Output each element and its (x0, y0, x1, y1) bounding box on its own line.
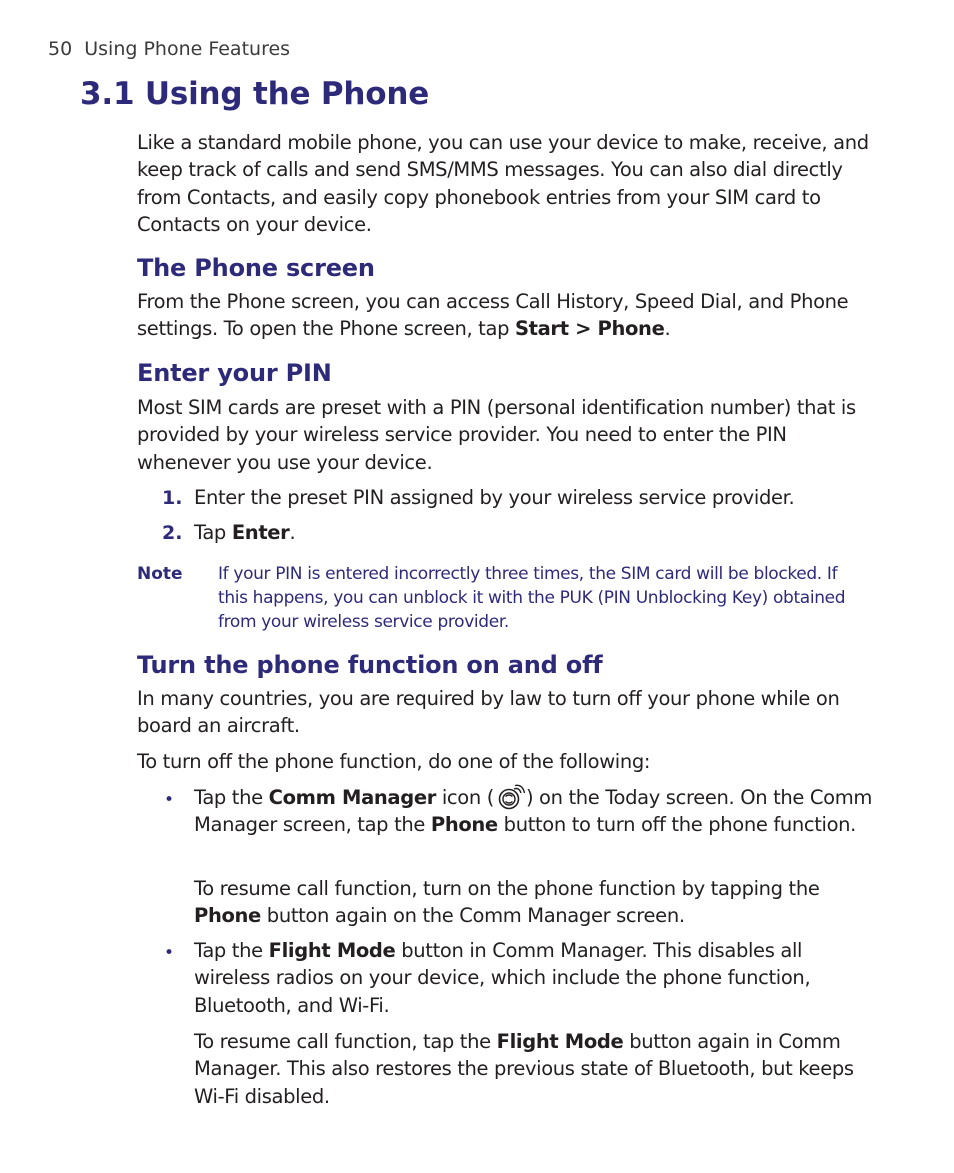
bullet-text: ) on the Today screen. On the Comm Manager screen, tap the (194, 786, 873, 837)
turn-off-instruction: To turn off the phone function, do one of the following: (137, 750, 651, 773)
turn-phone-heading: Turn the phone function on and off (137, 651, 603, 679)
bullet-text: button in Comm Manager. This disables all wireless radios on your device, which include the phone function, Bluetooth, and Wi-Fi. (194, 939, 811, 1017)
comm-manager-label: Comm Manager (268, 786, 436, 809)
intro-paragraph: Like a standard mobile phone, you can use your device to make, receive, and keep track of calls and send SMS/MMS messages. You can also dial directly from Contacts, and easily copy phonebook entries from your SIM card to Contacts on your device. (137, 131, 869, 236)
note-text: If your PIN is entered incorrectly three times, the SIM card will be blocked. If this happens, you can unblock it with the PUK (PIN Unblocking Key) obtained from your wireless service provider. (218, 564, 846, 632)
bullet-text: button to turn off the phone function. (497, 813, 857, 837)
resume-text: button again on the Comm Manager screen. (260, 904, 685, 928)
bullet-flight-mode (194, 937, 874, 1019)
note-label: Note (137, 564, 183, 584)
bullet-text: icon ( (435, 786, 494, 809)
step-text-part: . (289, 521, 296, 544)
resume-text: button again in Comm Manager. This also restores the previous state of Bluetooth, but keeps Wi-Fi disabled. (194, 1030, 854, 1108)
phone-screen-paragraph (137, 288, 877, 343)
step-text-part: Tap (194, 521, 232, 544)
running-header (48, 38, 290, 60)
enter-label: Enter (231, 521, 290, 544)
bullet-text: Tap the (194, 786, 269, 809)
page-number: 50 (48, 38, 73, 60)
phone-label: Phone (194, 904, 261, 928)
step-number: 1. (162, 487, 183, 509)
enter-pin-heading: Enter your PIN (137, 359, 332, 387)
resume-paragraph (194, 875, 874, 930)
phone-screen-heading: The Phone screen (137, 254, 375, 282)
step-number: 2. (162, 522, 183, 544)
resume-paragraph (194, 1028, 874, 1110)
enter-pin-paragraph: Most SIM cards are preset with a PIN (personal identification number) that is provided by your wireless service provider. You need to enter the PIN whenever you use your device. (137, 396, 856, 474)
turn-phone-paragraph: In many countries, you are required by law to turn off your phone while on board an aircraft. (137, 687, 840, 738)
phone-screen-text: From the Phone screen, you can access Call History, Speed Dial, and Phone settings. To open the Phone screen, tap (137, 290, 849, 341)
flight-mode-label: Flight Mode (496, 1030, 624, 1053)
bullet: • (164, 790, 175, 810)
flight-mode-label: Flight Mode (268, 939, 396, 962)
bullet-comm-manager (194, 784, 874, 839)
resume-text: To resume call function, tap the (194, 1030, 497, 1053)
start-phone-path: Start > Phone (514, 317, 665, 341)
phone-label: Phone (430, 813, 498, 837)
section-name: Using Phone Features (84, 38, 291, 60)
bullet-text: Tap the (194, 939, 269, 962)
page-title: 3.1 Using the Phone (80, 76, 430, 112)
step-text (194, 519, 874, 546)
resume-text: To resume call function, turn on the phone function by tapping the (194, 877, 820, 900)
bullet: • (164, 943, 175, 963)
comm-manager-icon (494, 784, 526, 810)
phone-screen-text-end: . (664, 317, 671, 341)
step-text: Enter the preset PIN assigned by your wireless service provider. (194, 486, 795, 509)
